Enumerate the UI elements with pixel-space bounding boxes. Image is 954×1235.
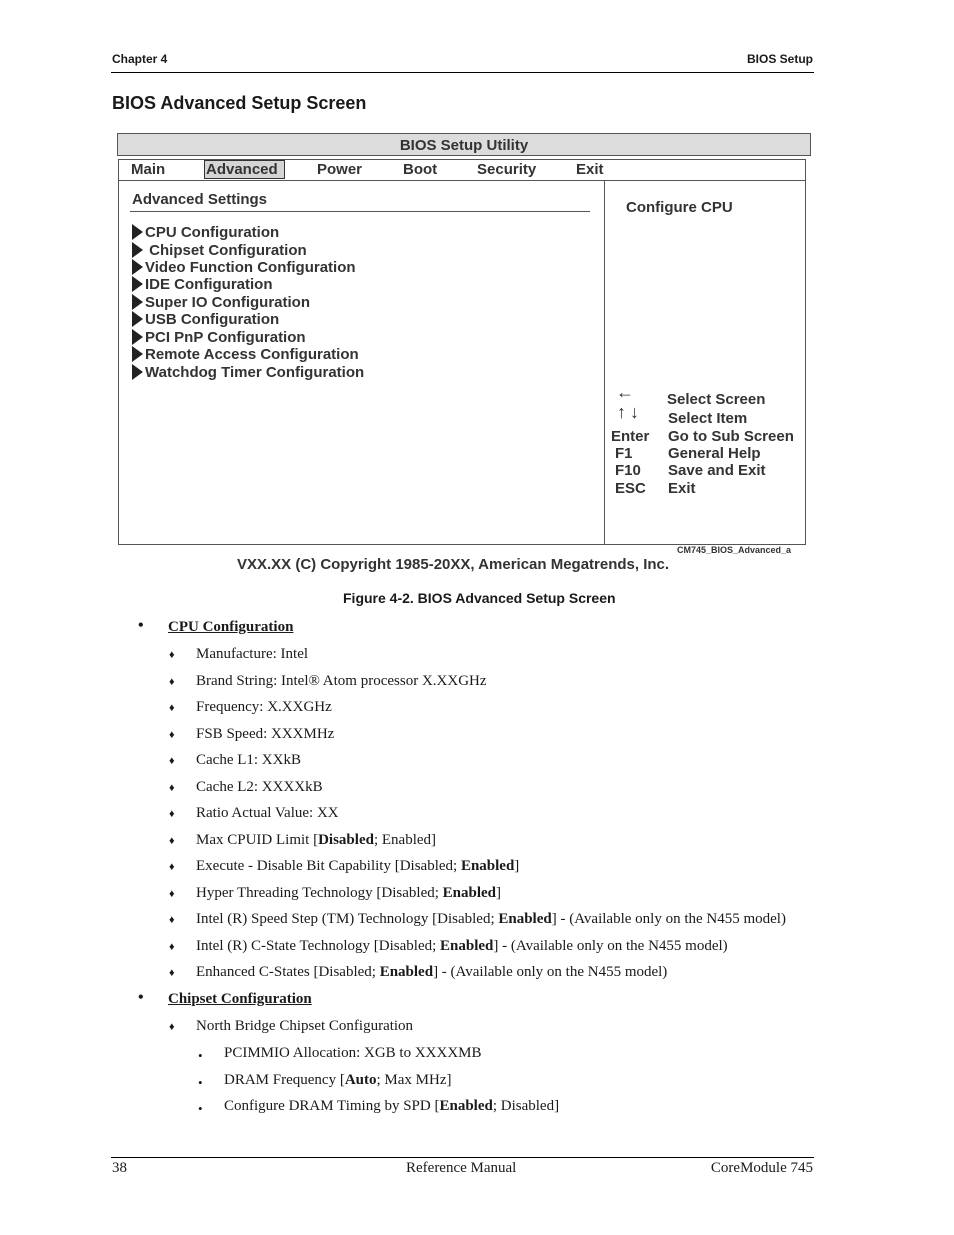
submenu-arrow-icon: [132, 276, 143, 292]
submenu-arrow-icon: [132, 294, 143, 310]
cpu-config-item: Cache L1: XXkB: [196, 752, 301, 768]
diamond-bullet-icon: ♦: [169, 728, 175, 741]
key-action-save-exit: Save and Exit: [668, 462, 766, 479]
bios-item-watchdog[interactable]: Watchdog Timer Configuration: [132, 364, 364, 381]
diamond-bullet-icon: ♦: [169, 755, 175, 767]
cpu-config-item: Frequency: X.XXGHz: [196, 699, 332, 715]
submenu-arrow-icon: [132, 329, 143, 345]
key-f10: F10: [615, 462, 641, 479]
bios-item-usb[interactable]: USB Configuration: [132, 311, 279, 328]
cpu-config-item: Brand String: Intel® Atom processor X.XXGHz: [196, 672, 487, 689]
diamond-bullet-icon: ♦: [169, 914, 175, 926]
figure-caption: Figure 4-2. BIOS Advanced Setup Screen: [343, 590, 616, 606]
submenu-arrow-icon: [132, 259, 143, 275]
advanced-settings-rule: [130, 211, 590, 212]
key-action-select-screen: Select Screen: [667, 391, 766, 408]
key-action-sub-screen: Go to Sub Screen: [668, 428, 794, 445]
diamond-bullet-icon: ♦: [169, 834, 175, 847]
menu-exit[interactable]: Exit: [576, 161, 604, 178]
key-enter: Enter: [611, 428, 650, 445]
key-action-select-item: Select Item: [668, 410, 748, 427]
cpu-config-item: Ratio Actual Value: XX: [196, 805, 339, 821]
chapter-label: Chapter 4: [112, 52, 168, 66]
bios-title-bar: [117, 133, 811, 156]
help-text: Configure CPU: [626, 199, 733, 216]
dot-bullet-icon: •: [198, 1074, 203, 1090]
bios-item-superio[interactable]: Super IO Configuration: [132, 294, 310, 311]
menu-main[interactable]: Main: [131, 161, 166, 178]
cpu-config-heading: CPU Configuration: [168, 619, 294, 635]
menu-boot[interactable]: Boot: [403, 161, 438, 178]
cpu-config-item: Hyper Threading Technology [Disabled; Enabled]: [196, 884, 502, 901]
submenu-arrow-icon: [132, 311, 143, 327]
cpu-config-item: Enhanced C-States [Disabled; Enabled] - (Available only on the N455 model): [196, 964, 668, 980]
footer-rule: [111, 1157, 814, 1158]
chipset-config-subitem: PCIMMIO Allocation: XGB to XXXXMB: [224, 1045, 482, 1061]
diamond-bullet-icon: ♦: [169, 675, 175, 688]
bullet-icon: •: [138, 989, 144, 1006]
submenu-arrow-icon: [132, 242, 143, 258]
bios-item-chipset[interactable]: Chipset Configuration: [132, 242, 307, 259]
footer-manual-title: Reference Manual: [406, 1160, 517, 1176]
diamond-bullet-icon: ♦: [169, 887, 175, 900]
bios-item-ide[interactable]: IDE Configuration: [132, 276, 273, 293]
section-title: BIOS Advanced Setup Screen: [112, 93, 367, 113]
menu-advanced[interactable]: Advanced: [204, 160, 285, 179]
diamond-bullet-icon: ♦: [169, 967, 175, 979]
diamond-bullet-icon: ♦: [169, 1021, 175, 1033]
menu-security[interactable]: Security: [477, 161, 537, 178]
diamond-bullet-icon: ♦: [169, 702, 175, 714]
bios-utility-title: BIOS Setup Utility: [399, 137, 529, 154]
submenu-arrow-icon: [132, 346, 143, 362]
up-down-arrows-icon: ↑↓: [617, 402, 643, 422]
cpu-config-item: Intel (R) C-State Technology [Disabled; Enabled] - (Available only on the N455 model): [196, 937, 728, 954]
diamond-bullet-icon: ♦: [169, 940, 175, 953]
bios-copyright: VXX.XX (C) Copyright 1985-20XX, American Megatrends, Inc.: [237, 556, 670, 573]
submenu-arrow-icon: [132, 224, 143, 240]
key-action-general-help: General Help: [668, 445, 761, 462]
diamond-bullet-icon: ♦: [169, 861, 175, 873]
bios-item-remote-access[interactable]: Remote Access Configuration: [132, 346, 359, 363]
page-number: 38: [112, 1160, 127, 1176]
menu-power[interactable]: Power: [317, 161, 363, 178]
dot-bullet-icon: •: [198, 1101, 203, 1116]
header-rule: [111, 72, 814, 73]
bullet-icon: •: [138, 617, 144, 634]
cpu-config-item: FSB Speed: XXXMHz: [196, 725, 335, 742]
footer-product-name: CoreModule 745: [710, 1160, 813, 1176]
cpu-config-item: Max CPUID Limit [Disabled; Enabled]: [196, 831, 437, 848]
chipset-config-subitem: DRAM Frequency [Auto; Max MHz]: [224, 1071, 452, 1088]
dot-bullet-icon: •: [198, 1048, 203, 1063]
key-f1: F1: [615, 445, 633, 462]
bios-panel-divider: [604, 180, 605, 544]
diamond-bullet-icon: ♦: [169, 808, 175, 820]
chipset-config-heading: Chipset Configuration: [168, 991, 312, 1007]
figure-id: CM745_BIOS_Advanced_a: [677, 545, 792, 555]
key-action-exit: Exit: [668, 480, 696, 497]
chipset-config-subitem: Configure DRAM Timing by SPD [Enabled; Disabled]: [224, 1098, 560, 1114]
diamond-bullet-icon: ♦: [169, 649, 175, 661]
bios-item-video[interactable]: Video Function Configuration: [132, 259, 356, 276]
advanced-settings-heading: Advanced Settings: [132, 191, 268, 208]
cpu-config-item: Execute - Disable Bit Capability [Disabled; Enabled]: [196, 858, 520, 874]
section-label: BIOS Setup: [746, 52, 813, 66]
cpu-config-item: Cache L2: XXXXkB: [196, 778, 323, 795]
chipset-config-item: North Bridge Chipset Configuration: [196, 1018, 414, 1034]
key-esc: ESC: [615, 480, 646, 497]
bios-item-pcipnp[interactable]: PCI PnP Configuration: [132, 329, 306, 346]
bios-item-cpu[interactable]: CPU Configuration: [132, 224, 279, 241]
cpu-config-item: Intel (R) Speed Step (TM) Technology [Disabled; Enabled] - (Available only on the N455 model): [196, 911, 786, 927]
bios-menu-bar: [118, 159, 806, 181]
submenu-arrow-icon: [132, 364, 143, 380]
cpu-config-item: Manufacture: Intel: [196, 646, 309, 662]
diamond-bullet-icon: ♦: [169, 781, 175, 794]
left-arrow-icon: ←: [616, 382, 634, 402]
